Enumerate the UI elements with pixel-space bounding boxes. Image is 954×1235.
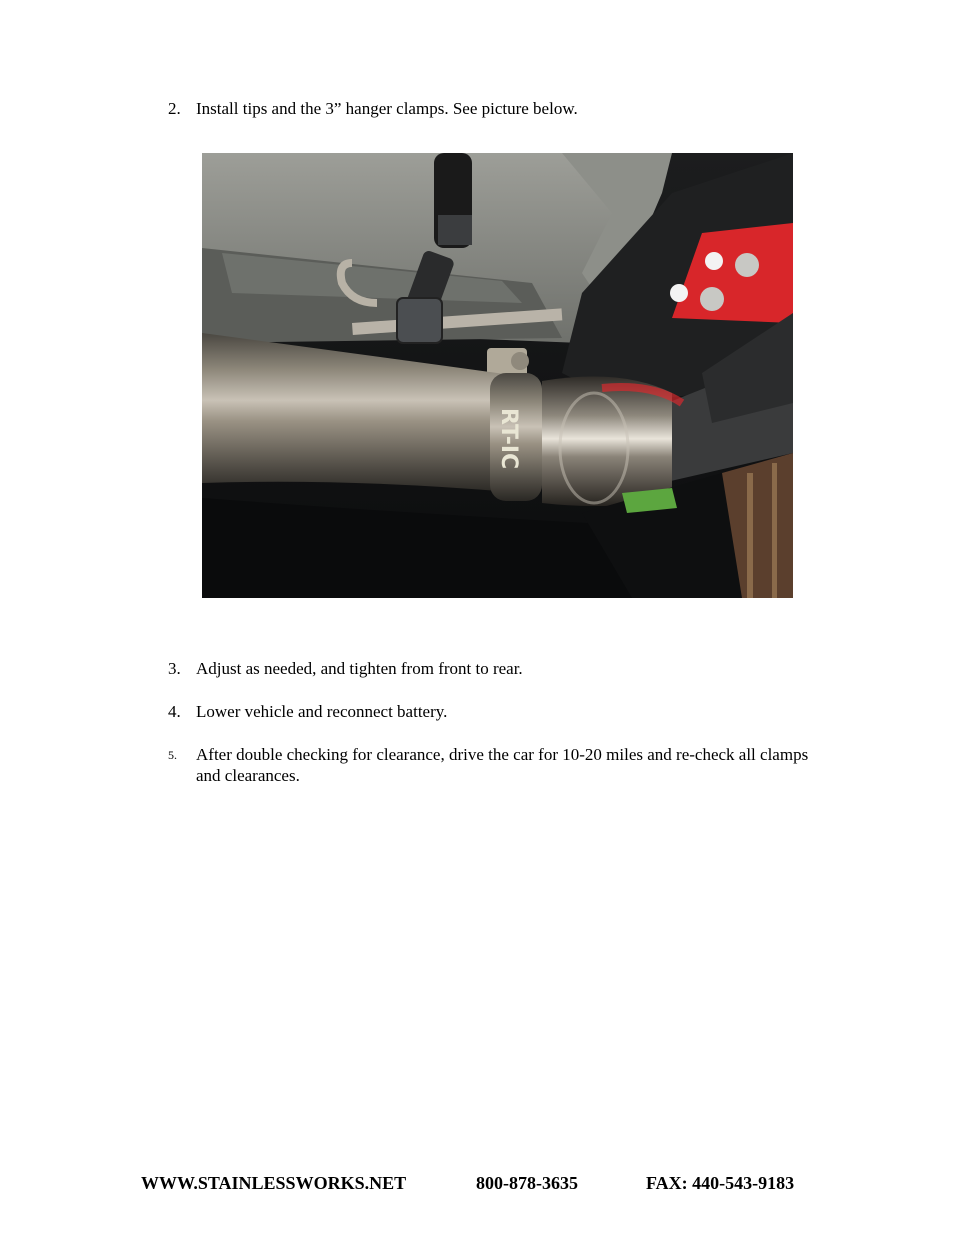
step-2 bbox=[168, 98, 828, 119]
step-text: Lower vehicle and reconnect battery. bbox=[196, 702, 448, 721]
step-5 bbox=[168, 744, 828, 786]
footer-fax: FAX: 440-543-9183 bbox=[646, 1173, 795, 1193]
step-number: 5. bbox=[168, 748, 177, 762]
footer-phone: 800-878-3635 bbox=[476, 1173, 578, 1193]
exhaust-install-photo bbox=[202, 153, 793, 598]
step-number: 4. bbox=[168, 702, 181, 721]
step-4 bbox=[168, 701, 828, 722]
pipe-marking: RT-IC bbox=[496, 408, 521, 470]
footer-website: WWW.STAINLESSWORKS.NET bbox=[141, 1173, 407, 1193]
step-text: Install tips and the 3” hanger clamps. See picture below. bbox=[196, 99, 578, 118]
step-number: 2. bbox=[168, 99, 181, 118]
step-3 bbox=[168, 658, 828, 679]
step-text: After double checking for clearance, drive the car for 10-20 miles and re-check all clamps and clearances. bbox=[196, 745, 809, 785]
step-number: 3. bbox=[168, 659, 181, 678]
page-footer bbox=[0, 1172, 954, 1194]
step-text: Adjust as needed, and tighten from front to rear. bbox=[196, 659, 523, 678]
